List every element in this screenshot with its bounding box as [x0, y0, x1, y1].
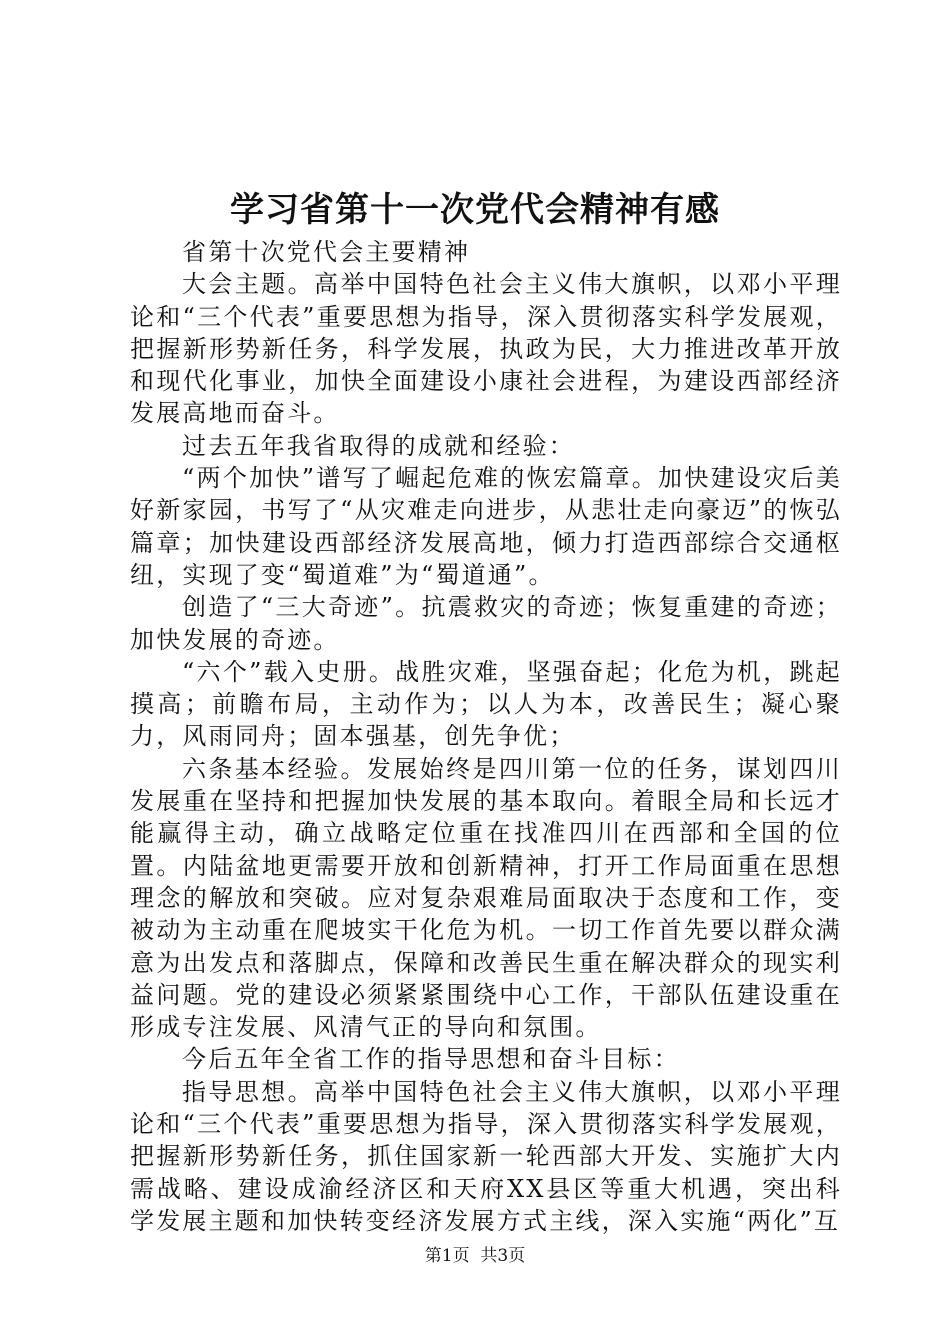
- paragraph: 创造了“三大奇迹”。抗震救灾的奇迹；恢复重建的奇迹；加快发展的奇迹。: [130, 593, 842, 654]
- paragraph: “六个”载入史册。战胜灾难，坚强奋起；化危为机，跳起摸高；前瞻布局，主动作为；以人为本，改善民生；凝心聚力，风雨同舟；固本强基，创先争优；: [130, 657, 842, 751]
- paragraph: 指导思想。高举中国特色社会主义伟大旗帜，以邓小平理论和“三个代表”重要思想为指导，深入贯彻落实科学发展观，把握新形势新任务，抓住国家新一轮西部大开发、实施扩大内需战略、建设成渝经济区和天府XX县区等重大机遇，突出科学发展主题和加快转变经济发展方式主线，深入实施“两化”互: [130, 1077, 842, 1235]
- paragraph: 六条基本经验。发展始终是四川第一位的任务，谋划四川发展重在坚持和把握加快发展的基本取向。着眼全局和长远才能赢得主动，确立战略定位重在找准四川在西部和全国的位置。内陆盆地更需要开放和创新精神，打开工作局面重在思想理念的解放和突破。应对复杂艰难局面取决于态度和工作，变被动为主动重在爬坡实干化危为机。一切工作首先要以群众满意为出发点和落脚点，保障和改善民生重在解决群众的现实利益问题。党的建设必须紧紧围绕中心工作，干部队伍建设重在形成专注发展、风清气正的导向和氛围。: [130, 754, 842, 1042]
- page-number: 第1页: [424, 1246, 470, 1266]
- page-total: 共3页: [480, 1246, 526, 1266]
- page-footer: [0, 1244, 950, 1268]
- document-title: 学习省第十一次党代会精神有感: [230, 190, 720, 230]
- paragraph: 省第十次党代会主要精神: [182, 238, 471, 266]
- paragraph: “两个加快”谱写了崛起危难的恢宏篇章。加快建设灾后美好新家园，书写了“从灾难走向进步，从悲壮走向豪迈”的恢弘篇章；加快建设西部经济发展高地，倾力打造西部综合交通枢纽，实现了变“蜀道难”为“蜀道通”。: [130, 464, 842, 589]
- paragraph: 大会主题。高举中国特色社会主义伟大旗帜，以邓小平理论和“三个代表”重要思想为指导，深入贯彻落实科学发展观，把握新形势新任务，科学发展，执政为民，大力推进改革开放和现代化事业，加快全面建设小康社会进程，为建设西部经济发展高地而奋斗。: [130, 270, 842, 428]
- paragraph: 今后五年全省工作的指导思想和奋斗目标：: [182, 1045, 680, 1074]
- paragraph: 过去五年我省取得的成就和经验：: [182, 431, 575, 460]
- document-body: [130, 236, 842, 1237]
